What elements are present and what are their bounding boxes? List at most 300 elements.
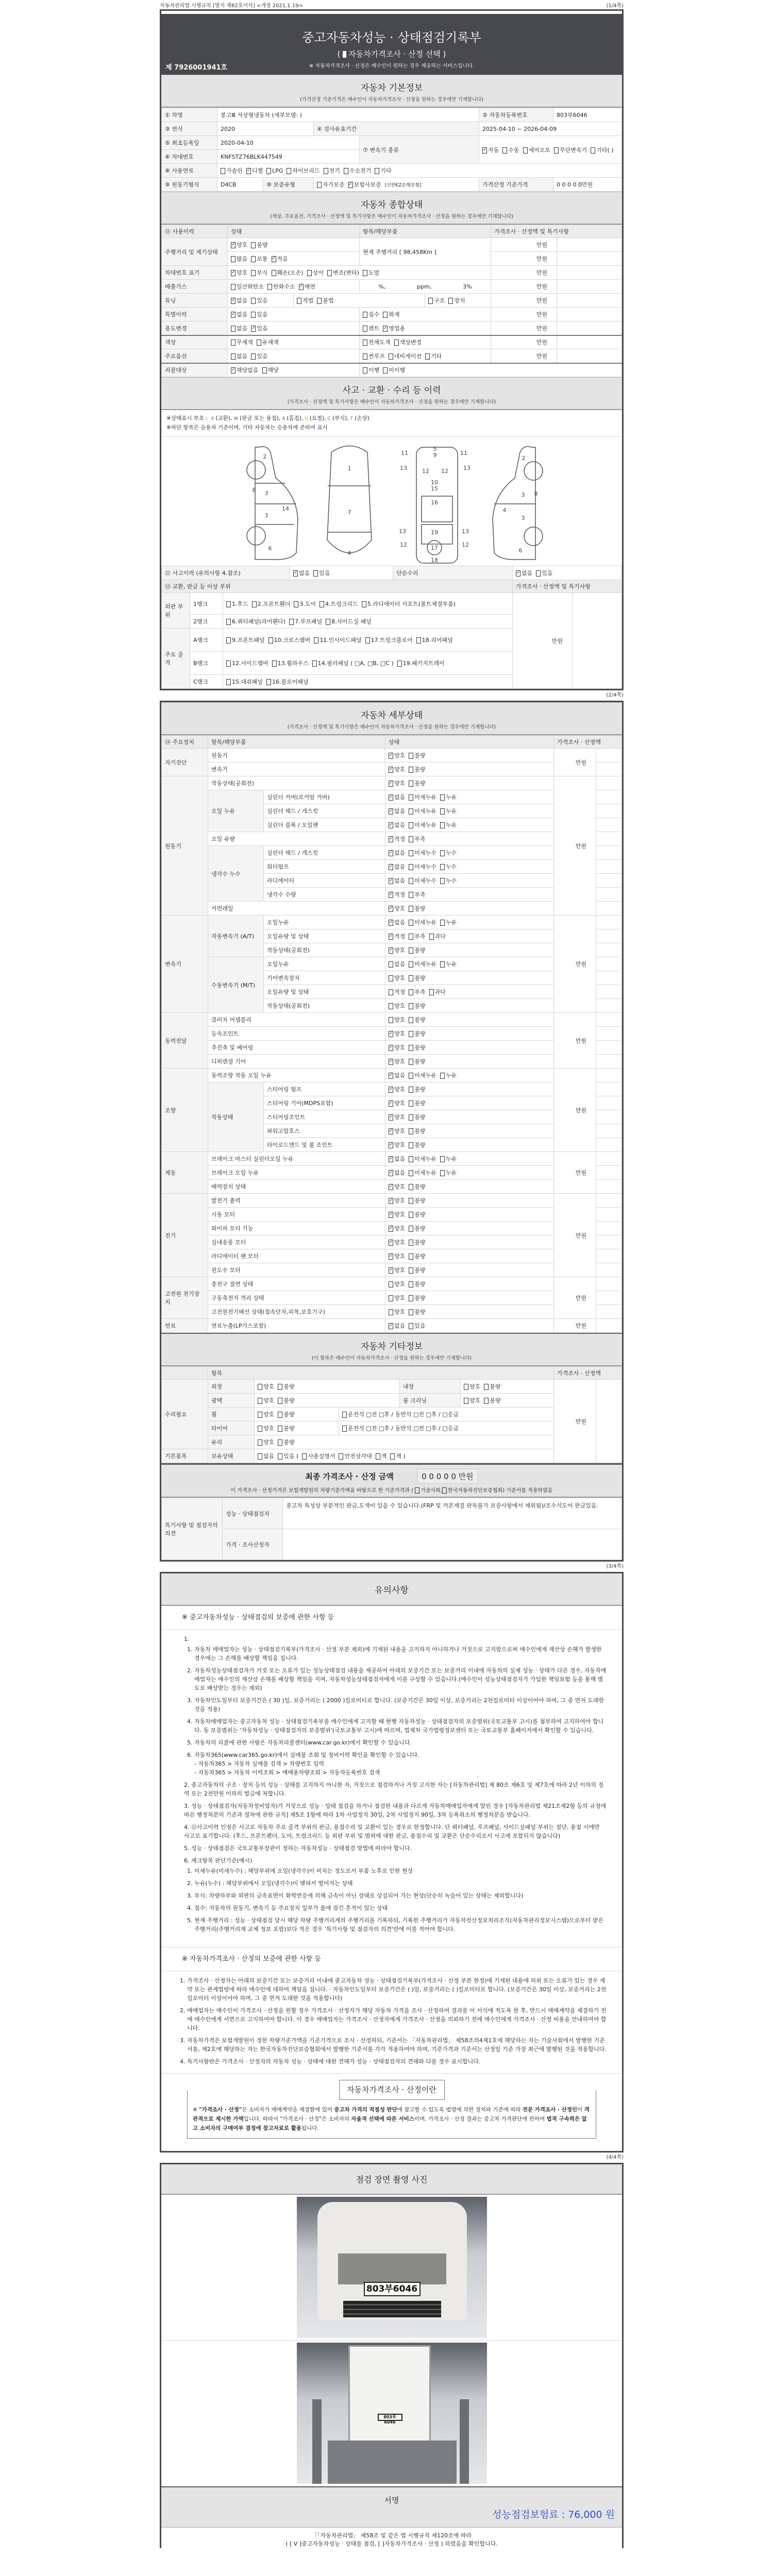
checkbox-option[interactable] xyxy=(409,1128,425,1134)
checkbox-option[interactable] xyxy=(389,1309,405,1315)
checkbox-option[interactable] xyxy=(262,367,279,374)
checkbox-option[interactable] xyxy=(440,919,457,926)
checkbox-option[interactable] xyxy=(252,601,291,607)
checkbox-icon[interactable] xyxy=(409,850,413,856)
checkbox-option[interactable] xyxy=(409,1253,425,1260)
checkbox-option[interactable] xyxy=(409,1239,425,1246)
checkbox-option[interactable] xyxy=(231,242,247,248)
checkbox-icon[interactable] xyxy=(409,878,413,884)
checkbox-icon[interactable] xyxy=(251,270,256,276)
checkbox-option[interactable] xyxy=(389,1044,405,1051)
checkbox-option[interactable] xyxy=(226,601,248,607)
checkbox-icon[interactable] xyxy=(362,601,366,607)
checkbox-option[interactable] xyxy=(342,1411,459,1418)
price-note[interactable] xyxy=(596,985,622,999)
checkbox-option[interactable] xyxy=(409,1197,425,1204)
price-note[interactable] xyxy=(596,1166,622,1180)
checkbox-icon[interactable] xyxy=(365,637,370,643)
checkbox-option[interactable] xyxy=(226,660,268,667)
checked-box-icon[interactable]: ✓ xyxy=(389,1073,393,1078)
checkbox-option[interactable] xyxy=(231,283,264,290)
price-note[interactable] xyxy=(557,321,622,335)
checkbox-icon[interactable] xyxy=(409,1198,413,1204)
checkbox-option[interactable] xyxy=(409,1295,425,1301)
checkbox-icon[interactable] xyxy=(409,1170,413,1176)
checkbox-icon[interactable] xyxy=(409,1212,413,1218)
checkbox-option[interactable] xyxy=(409,1016,425,1023)
checkbox-option[interactable] xyxy=(389,1058,405,1065)
checkbox-option[interactable] xyxy=(278,1453,298,1460)
checkbox-icon[interactable] xyxy=(536,570,541,577)
checkbox-icon[interactable] xyxy=(440,1156,445,1162)
checkbox-option[interactable] xyxy=(516,570,532,577)
checkbox-icon[interactable] xyxy=(363,312,367,318)
checkbox-option[interactable] xyxy=(389,836,405,842)
checkbox-icon[interactable] xyxy=(409,1087,413,1093)
checked-box-icon[interactable]: ✓ xyxy=(231,270,236,275)
checkbox-icon[interactable] xyxy=(409,753,413,759)
checkbox-icon[interactable] xyxy=(312,660,317,667)
checkbox-option[interactable] xyxy=(363,311,379,318)
checkbox-icon[interactable] xyxy=(320,601,324,607)
checkbox-option[interactable] xyxy=(425,353,442,360)
checkbox-icon[interactable] xyxy=(226,637,231,643)
checkbox-option[interactable] xyxy=(362,601,456,607)
checkbox-option[interactable] xyxy=(428,297,445,304)
checkbox-option[interactable] xyxy=(266,679,309,685)
checkbox-option[interactable] xyxy=(440,863,457,870)
checkbox-icon[interactable] xyxy=(389,1309,393,1315)
checkbox-option[interactable] xyxy=(409,766,425,773)
checkbox-icon[interactable] xyxy=(258,1398,262,1404)
checkbox-icon[interactable] xyxy=(409,1100,413,1107)
checkbox-option[interactable] xyxy=(389,1183,405,1190)
checkbox-icon[interactable] xyxy=(278,1398,282,1404)
checkbox-icon[interactable] xyxy=(409,1156,413,1162)
checkbox-icon[interactable] xyxy=(409,1281,413,1287)
checkbox-icon[interactable] xyxy=(464,1398,468,1404)
checked-box-icon[interactable]: ✓ xyxy=(348,182,353,187)
checkbox-icon[interactable] xyxy=(231,284,236,290)
price-note[interactable] xyxy=(596,1249,622,1263)
checked-box-icon[interactable]: ✓ xyxy=(231,298,236,303)
checked-box-icon[interactable]: ✓ xyxy=(231,312,236,317)
checkbox-option[interactable] xyxy=(409,808,436,815)
checkbox-option[interactable] xyxy=(299,283,315,290)
checkbox-icon[interactable] xyxy=(389,353,393,360)
price-note[interactable] xyxy=(596,1263,622,1277)
checkbox-icon[interactable] xyxy=(409,1323,413,1329)
checkbox-icon[interactable] xyxy=(226,601,231,607)
checkbox-option[interactable] xyxy=(389,933,405,940)
checkbox-option[interactable] xyxy=(389,1003,405,1009)
checkbox-option[interactable] xyxy=(326,618,372,625)
checkbox-option[interactable] xyxy=(429,989,446,995)
checkbox-option[interactable] xyxy=(389,1072,405,1079)
price-note[interactable] xyxy=(596,1013,622,1027)
checkbox-option[interactable] xyxy=(389,1295,405,1301)
checkbox-icon[interactable] xyxy=(409,961,413,968)
price-note[interactable] xyxy=(596,888,622,902)
checkbox-option[interactable] xyxy=(226,618,285,625)
checkbox-icon[interactable] xyxy=(409,822,413,828)
checkbox-option[interactable] xyxy=(389,766,405,773)
checked-box-icon[interactable]: ✓ xyxy=(231,242,236,247)
checkbox-icon[interactable] xyxy=(591,147,595,154)
checkbox-icon[interactable] xyxy=(342,1426,347,1432)
checkbox-option[interactable] xyxy=(363,339,391,346)
checkbox-icon[interactable] xyxy=(409,906,413,912)
checkbox-option[interactable] xyxy=(389,1086,405,1093)
checked-box-icon[interactable]: ✓ xyxy=(389,947,393,953)
checkbox-option[interactable] xyxy=(383,367,405,374)
checkbox-icon[interactable] xyxy=(389,961,393,968)
price-note[interactable] xyxy=(596,929,622,943)
checkbox-option[interactable] xyxy=(409,1323,425,1329)
checkbox-icon[interactable] xyxy=(363,340,367,346)
checkbox-icon[interactable] xyxy=(389,1281,393,1287)
checked-box-icon[interactable]: ✓ xyxy=(272,256,276,261)
checkbox-option[interactable] xyxy=(383,325,405,332)
checkbox-icon[interactable] xyxy=(389,1295,393,1301)
checkbox-icon[interactable] xyxy=(429,934,434,940)
checkbox-option[interactable] xyxy=(389,808,405,815)
checkbox-option[interactable] xyxy=(375,167,391,174)
checkbox[interactable] xyxy=(442,1487,447,1494)
price-note[interactable] xyxy=(557,252,622,266)
checkbox-icon[interactable] xyxy=(258,1426,262,1432)
checkbox-icon[interactable] xyxy=(302,1453,307,1460)
checkbox-option[interactable] xyxy=(409,863,436,870)
checkbox-option[interactable] xyxy=(348,181,381,188)
checkbox-option[interactable] xyxy=(409,989,425,995)
checkbox-option[interactable] xyxy=(389,905,405,912)
price-note[interactable] xyxy=(596,874,622,888)
checkbox-icon[interactable] xyxy=(409,1226,413,1232)
price-note[interactable] xyxy=(596,1319,622,1333)
checkbox-icon[interactable] xyxy=(317,298,322,304)
checked-box-icon[interactable]: ✓ xyxy=(299,284,304,289)
checkbox-icon[interactable] xyxy=(409,767,413,773)
checkbox-icon[interactable] xyxy=(409,1017,413,1023)
checkbox-icon[interactable] xyxy=(394,340,399,346)
checkbox-icon[interactable] xyxy=(251,242,256,248)
checkbox-icon[interactable] xyxy=(251,256,256,262)
checkbox-option[interactable] xyxy=(231,367,259,374)
checkbox-option[interactable] xyxy=(409,1281,425,1287)
price-note[interactable] xyxy=(596,1069,622,1082)
checkbox-icon[interactable] xyxy=(409,1128,413,1134)
checkbox-icon[interactable] xyxy=(258,1384,262,1390)
checkbox-icon[interactable] xyxy=(327,270,332,276)
checkbox-option[interactable] xyxy=(302,1453,335,1460)
checkbox-icon[interactable] xyxy=(409,947,413,954)
checkbox-option[interactable] xyxy=(289,618,322,625)
checkbox-option[interactable] xyxy=(429,933,446,940)
checkbox-icon[interactable] xyxy=(440,878,445,884)
checkbox-icon[interactable] xyxy=(409,975,413,981)
checkbox-icon[interactable] xyxy=(389,1003,393,1009)
checkbox-option[interactable] xyxy=(389,1267,405,1274)
checkbox-option[interactable] xyxy=(327,269,359,276)
checkbox-option[interactable] xyxy=(324,167,340,174)
checkbox-option[interactable] xyxy=(409,1267,425,1274)
checkbox-icon[interactable] xyxy=(252,601,257,607)
checkbox-icon[interactable] xyxy=(258,1453,262,1460)
price-note[interactable] xyxy=(596,1194,622,1208)
checkbox-option[interactable] xyxy=(389,891,405,898)
checkbox-option[interactable] xyxy=(251,325,267,332)
checkbox-option[interactable] xyxy=(397,660,445,667)
checkbox-option[interactable] xyxy=(272,660,309,667)
checked-box-icon[interactable]: ✓ xyxy=(389,767,393,772)
checkbox-option[interactable] xyxy=(278,1411,294,1418)
checkbox-icon[interactable] xyxy=(307,270,312,276)
checkbox-option[interactable] xyxy=(344,167,372,174)
checkbox-icon[interactable] xyxy=(409,1267,413,1274)
checkbox-option[interactable] xyxy=(383,311,399,318)
checkbox-option[interactable] xyxy=(317,181,345,188)
checkbox-icon[interactable] xyxy=(231,353,236,360)
checked-box-icon[interactable]: ✓ xyxy=(389,1031,393,1036)
checkbox-option[interactable] xyxy=(376,1453,387,1460)
checkbox-option[interactable] xyxy=(246,167,263,174)
checked-box-icon[interactable]: ✓ xyxy=(389,878,393,883)
checkbox-option[interactable] xyxy=(409,1044,425,1051)
checkbox-option[interactable] xyxy=(440,808,457,815)
checkbox-option[interactable] xyxy=(278,1383,294,1390)
checkbox-option[interactable] xyxy=(363,367,379,374)
checkbox-icon[interactable] xyxy=(297,298,301,304)
checkbox-icon[interactable] xyxy=(278,1412,282,1418)
checkbox-icon[interactable] xyxy=(409,1073,413,1079)
checkbox-icon[interactable] xyxy=(409,781,413,787)
checkbox-option[interactable] xyxy=(365,637,413,643)
checkbox-option[interactable] xyxy=(251,269,267,276)
price-note[interactable] xyxy=(596,916,622,929)
checked-box-icon[interactable]: ✓ xyxy=(389,1170,393,1175)
checkbox-option[interactable] xyxy=(440,1072,457,1079)
checkbox-icon[interactable] xyxy=(409,1240,413,1246)
checkbox-icon[interactable] xyxy=(440,808,445,815)
checkbox-icon[interactable] xyxy=(258,1439,262,1446)
checkbox-option[interactable] xyxy=(409,905,425,912)
checkbox-icon[interactable] xyxy=(502,147,507,154)
checkbox-option[interactable] xyxy=(363,269,379,276)
checkbox-icon[interactable] xyxy=(251,298,256,304)
checkbox-option[interactable] xyxy=(389,947,405,954)
checkbox-icon[interactable] xyxy=(409,934,413,940)
checkbox-option[interactable] xyxy=(267,283,295,290)
price-note[interactable] xyxy=(557,349,622,363)
checkbox-option[interactable] xyxy=(339,1453,372,1460)
checkbox-option[interactable] xyxy=(409,877,436,884)
checkbox-option[interactable] xyxy=(251,242,267,248)
checked-box-icon[interactable]: ✓ xyxy=(246,168,251,173)
checkbox-option[interactable] xyxy=(409,1211,425,1218)
checked-box-icon[interactable]: ✓ xyxy=(389,794,393,800)
checkbox-icon[interactable] xyxy=(363,367,367,374)
price-note[interactable] xyxy=(596,1041,622,1055)
checkbox-option[interactable] xyxy=(440,1156,457,1162)
checked-box-icon[interactable]: ✓ xyxy=(389,781,393,786)
checkbox-option[interactable] xyxy=(409,961,436,968)
checkbox-option[interactable] xyxy=(409,780,425,787)
checkbox-icon[interactable] xyxy=(272,270,276,276)
price-note[interactable] xyxy=(596,902,622,916)
checkbox-icon[interactable] xyxy=(484,1398,489,1404)
checkbox-option[interactable] xyxy=(272,256,288,262)
checkbox-icon[interactable] xyxy=(376,1453,380,1460)
checkbox-icon[interactable] xyxy=(409,1045,413,1051)
checkbox-icon[interactable] xyxy=(409,1184,413,1190)
checked-box-icon[interactable]: ✓ xyxy=(389,1226,393,1231)
checked-box-icon[interactable]: ✓ xyxy=(389,920,393,925)
checkbox-option[interactable] xyxy=(363,325,379,332)
checkbox-option[interactable] xyxy=(258,1453,274,1460)
checkbox-option[interactable] xyxy=(409,975,425,981)
checkbox-icon[interactable] xyxy=(409,1059,413,1065)
checked-box-icon[interactable]: ✓ xyxy=(389,1100,393,1106)
checkbox-option[interactable] xyxy=(394,339,422,346)
checkbox-option[interactable] xyxy=(221,167,243,174)
checkbox-option[interactable] xyxy=(231,325,247,332)
price-note[interactable] xyxy=(596,860,622,874)
price-note[interactable] xyxy=(596,749,622,762)
checkbox-option[interactable] xyxy=(231,311,247,318)
checkbox-option[interactable] xyxy=(409,850,436,856)
checkbox-option[interactable] xyxy=(409,794,436,801)
checkbox-icon[interactable] xyxy=(428,298,433,304)
checkbox-icon[interactable] xyxy=(363,326,367,332)
checkbox-option[interactable] xyxy=(231,269,247,276)
checkbox-option[interactable] xyxy=(440,1170,457,1176)
price-note[interactable] xyxy=(557,280,622,294)
checkbox-option[interactable] xyxy=(251,256,267,262)
checkbox-icon[interactable] xyxy=(258,1412,262,1418)
checked-box-icon[interactable]: ✓ xyxy=(294,570,298,575)
checkbox-option[interactable] xyxy=(389,1030,405,1037)
price-note[interactable] xyxy=(573,593,622,689)
checkbox-option[interactable] xyxy=(440,877,457,884)
checkbox-icon[interactable] xyxy=(339,1453,343,1460)
checkbox-option[interactable] xyxy=(409,1072,436,1079)
checkbox-option[interactable] xyxy=(317,297,333,304)
checkbox-icon[interactable] xyxy=(278,1439,282,1446)
checkbox-icon[interactable] xyxy=(266,168,271,174)
checkbox-option[interactable] xyxy=(258,1411,274,1418)
checkbox-option[interactable] xyxy=(226,679,263,685)
checkbox-icon[interactable] xyxy=(383,367,388,374)
checkbox-icon[interactable] xyxy=(289,619,294,625)
checkbox-icon[interactable] xyxy=(484,1384,489,1390)
checkbox-icon[interactable] xyxy=(409,892,413,898)
checkbox-option[interactable] xyxy=(440,961,457,968)
checkbox-option[interactable] xyxy=(416,637,453,643)
checkbox-option[interactable] xyxy=(231,256,247,262)
checkbox-option[interactable] xyxy=(389,1225,405,1232)
price-note[interactable] xyxy=(596,818,622,832)
inspection-photo-front[interactable] xyxy=(297,2197,487,2338)
checkbox-option[interactable] xyxy=(389,1211,405,1218)
price-note[interactable] xyxy=(596,1138,622,1152)
checkbox-option[interactable] xyxy=(389,975,405,981)
checkbox-option[interactable] xyxy=(554,147,587,154)
checkbox-option[interactable] xyxy=(278,1439,294,1446)
checkbox-option[interactable] xyxy=(409,1030,425,1037)
checkbox-icon[interactable] xyxy=(389,989,393,995)
price-note[interactable] xyxy=(596,1082,622,1096)
checkbox-option[interactable] xyxy=(389,1323,405,1329)
checkbox-icon[interactable] xyxy=(429,989,434,995)
price-note[interactable] xyxy=(596,1305,622,1319)
price-note[interactable] xyxy=(557,266,622,280)
checkbox-option[interactable] xyxy=(502,147,519,154)
checkbox-icon[interactable] xyxy=(344,168,348,174)
checkbox-option[interactable] xyxy=(389,1253,405,1260)
checkbox-option[interactable] xyxy=(297,297,313,304)
checkbox-icon[interactable] xyxy=(554,147,559,154)
checkbox-icon[interactable] xyxy=(231,256,236,262)
checked-box-icon[interactable]: ✓ xyxy=(389,850,393,855)
checkbox-icon[interactable] xyxy=(272,660,277,667)
checkbox-option[interactable] xyxy=(389,1170,405,1176)
checkbox-option[interactable] xyxy=(448,297,465,304)
checkbox-option[interactable] xyxy=(389,1281,405,1287)
checkbox-option[interactable] xyxy=(389,877,405,884)
checkbox-icon[interactable] xyxy=(313,570,318,577)
price-note[interactable] xyxy=(596,1152,622,1166)
price-note[interactable] xyxy=(596,762,622,776)
checkbox-icon[interactable] xyxy=(409,1003,413,1009)
checkbox-option[interactable] xyxy=(409,1100,425,1107)
checkbox-option[interactable] xyxy=(409,1003,425,1009)
checked-box-icon[interactable]: ✓ xyxy=(389,1059,393,1064)
checkbox-option[interactable] xyxy=(409,1225,425,1232)
checkbox-icon[interactable] xyxy=(326,619,330,625)
checkbox-icon[interactable] xyxy=(397,660,402,667)
checkbox-icon[interactable] xyxy=(425,353,430,360)
checkbox-icon[interactable] xyxy=(409,1031,413,1037)
checkbox-option[interactable] xyxy=(294,601,316,607)
checked-box-icon[interactable]: ✓ xyxy=(251,325,256,331)
checkbox-icon[interactable] xyxy=(342,1412,347,1418)
checkbox-icon[interactable] xyxy=(278,1426,282,1432)
checkbox-option[interactable] xyxy=(257,339,279,346)
checkbox-icon[interactable] xyxy=(278,1453,282,1460)
checkbox-option[interactable] xyxy=(389,822,405,828)
checkbox-option[interactable] xyxy=(409,822,436,828)
checkbox-option[interactable] xyxy=(389,1197,405,1204)
price-note[interactable] xyxy=(596,776,622,790)
checked-box-icon[interactable]: ✓ xyxy=(389,864,393,869)
checkbox-icon[interactable] xyxy=(440,920,445,926)
checkbox-option[interactable] xyxy=(231,339,253,346)
checkbox-icon[interactable] xyxy=(226,660,231,667)
checkbox-option[interactable] xyxy=(287,167,320,174)
price-note[interactable] xyxy=(596,1096,622,1110)
checkbox-option[interactable] xyxy=(278,1425,294,1432)
checkbox-option[interactable] xyxy=(409,1170,436,1176)
checkbox-icon[interactable] xyxy=(268,637,273,643)
checkbox-option[interactable] xyxy=(389,850,405,856)
checkbox-option[interactable] xyxy=(389,863,405,870)
price-note[interactable] xyxy=(557,238,622,252)
checkbox-option[interactable] xyxy=(409,933,425,940)
checkbox-option[interactable] xyxy=(409,1058,425,1065)
checkbox-option[interactable] xyxy=(268,637,311,643)
checkbox-option[interactable] xyxy=(389,989,405,995)
